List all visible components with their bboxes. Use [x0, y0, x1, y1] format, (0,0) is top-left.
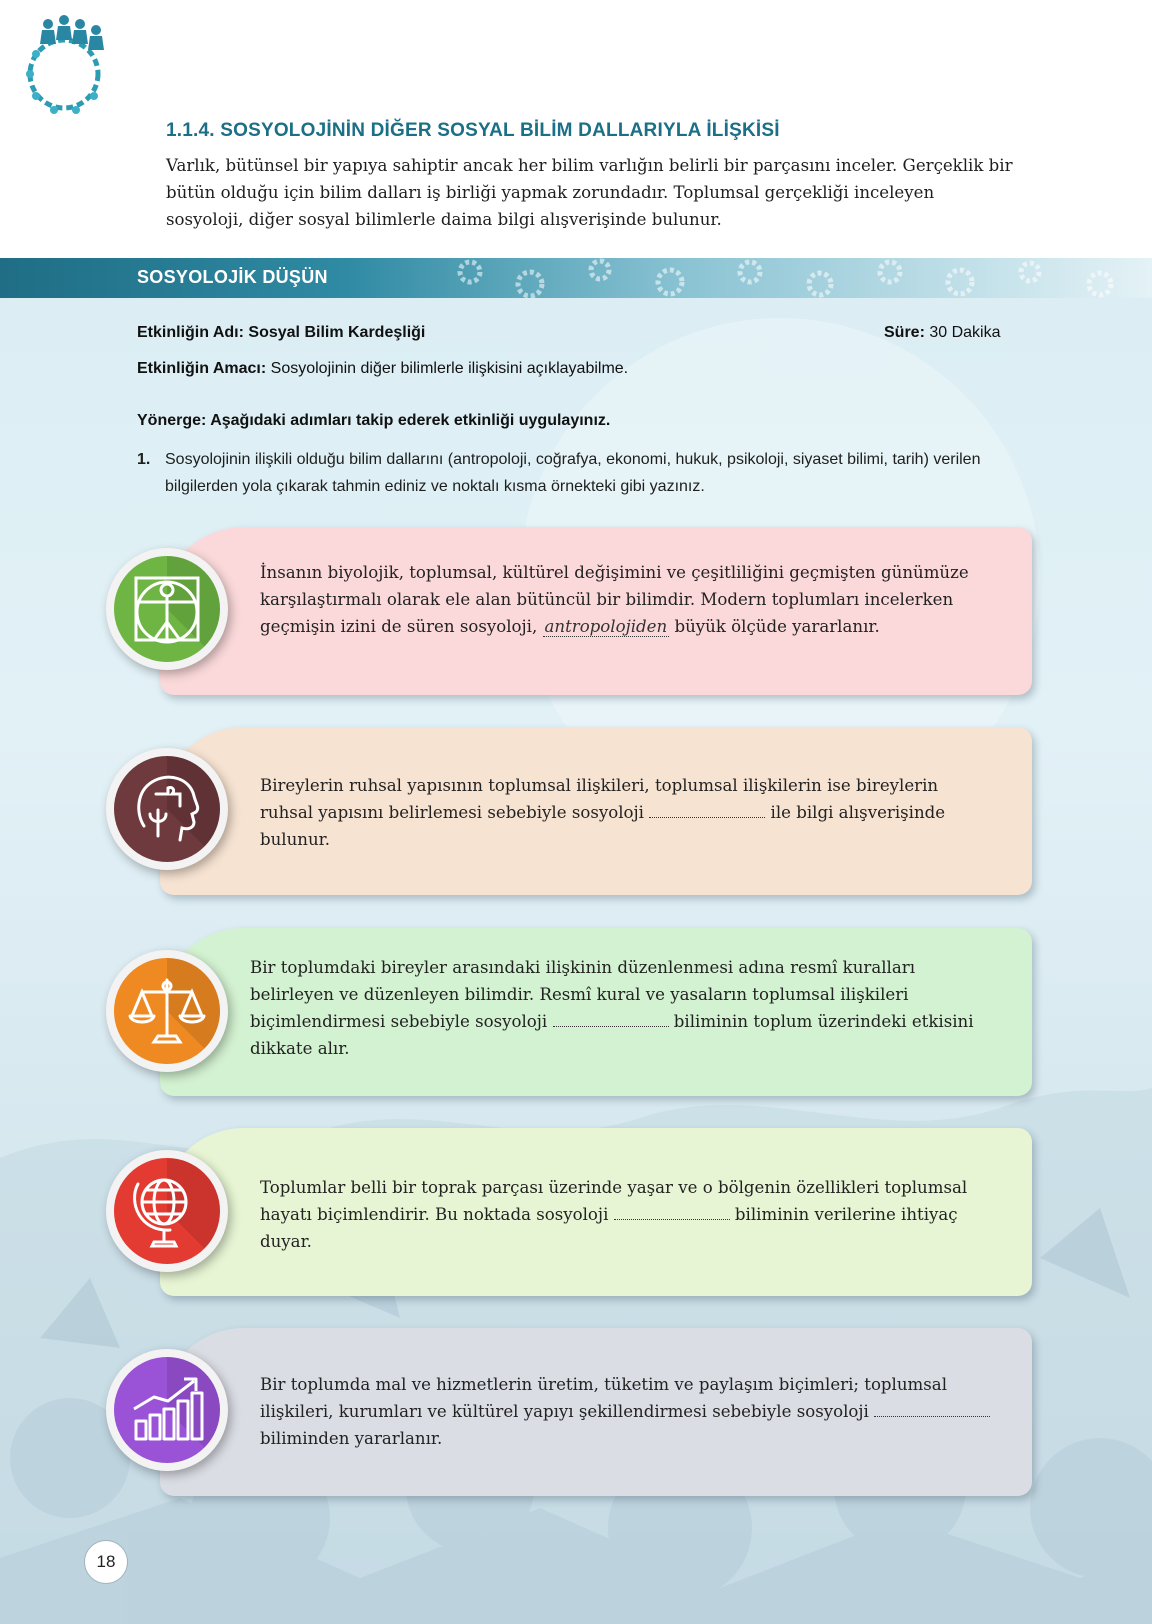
card-text-after: biliminin toplum üzerindeki etkisini dikkate alır. — [250, 1012, 974, 1058]
vitruvian-man-icon — [114, 556, 220, 662]
page-number: 18 — [84, 1540, 128, 1584]
card-text-before: Bireylerin ruhsal yapısının toplumsal ilişkileri, toplumsal ilişkilerin ise bireylerin ruhsal yapısını belirlemesi sebebiyle sosyoloji — [260, 776, 939, 822]
banner-title: SOSYOLOJİK DÜŞÜN — [137, 267, 328, 287]
activity-banner — [0, 258, 1152, 298]
badge-anthropology — [106, 548, 228, 670]
card-text — [260, 1371, 995, 1452]
badge-law — [106, 950, 228, 1072]
activity-aim — [137, 360, 628, 378]
answer-blank[interactable] — [874, 1402, 990, 1417]
card-economics — [160, 1328, 1032, 1496]
answer-blank[interactable] — [553, 1012, 669, 1027]
gears-decoration-icon — [430, 258, 1152, 298]
people-circle-logo-icon — [18, 14, 110, 120]
step-item — [137, 446, 1037, 500]
growth-chart-icon — [114, 1357, 220, 1463]
activity-name — [137, 324, 425, 342]
card-text-after: biliminden yararlanır. — [260, 1429, 443, 1448]
step-text: Sosyolojinin ilişkili olduğu bilim dallarını (antropoloji, coğrafya, ekonomi, hukuk, psikoloji, siyaset bilimi, tarih) verilen bilgilerden yola çıkarak tahmin ediniz ve noktalı kısma örnekteki gibi yazınız. — [165, 451, 981, 495]
activity-duration — [884, 324, 1001, 342]
card-text-before: Toplumlar belli bir toprak parçası üzerinde yaşar ve o bölgenin özellikleri toplumsal hayatı biçimlendirir. Bu noktada sosyoloji — [260, 1178, 968, 1224]
aim-label: Etkinliğin Amacı: — [137, 360, 267, 377]
card-text-before: Bir toplumda mal ve hizmetlerin üretim, tüketim ve paylaşım biçimleri; toplumsal ilişkileri, kurumları ve kültürel yapıyı şekillendirmesi sebebiyle sosyoloji — [260, 1375, 948, 1421]
duration-label: Süre: — [884, 324, 925, 341]
card-geography — [160, 1128, 1032, 1296]
globe-icon — [114, 1158, 220, 1264]
card-psychology — [160, 727, 1032, 895]
activity-name-value: Sosyal Bilim Kardeşliği — [248, 324, 426, 341]
card-text-after: büyük ölçüde yararlanır. — [669, 617, 880, 636]
section-heading: 1.1.4. SOSYOLOJİNİN DİĞER SOSYAL BİLİM DALLARIYLA İLİŞKİSİ — [166, 120, 780, 141]
head-puzzle-psi-icon — [114, 756, 220, 862]
card-text — [250, 954, 985, 1062]
aim-value: Sosyolojinin diğer bilimlerle ilişkisini açıklayabilme. — [270, 360, 629, 377]
scales-of-justice-icon — [114, 958, 220, 1064]
card-law — [160, 928, 1032, 1096]
answer-blank[interactable] — [649, 803, 765, 818]
badge-economics — [106, 1349, 228, 1471]
badge-geography — [106, 1150, 228, 1272]
intro-paragraph: Varlık, bütünsel bir yapıya sahiptir ancak her bilim varlığın belirli bir parçasını inceler. Gerçeklik bir bütün olduğu için bilim dalları iş birliği yapmak zorundadır. Toplumsal gerçekliği inceleyen sosyoloji, diğer sosyal bilimlerle daima bilgi alışverişinde bulunur. — [166, 156, 1013, 229]
activity-name-label: Etkinliğin Adı: — [137, 324, 244, 341]
activity-directive: Yönerge: Aşağıdaki adımları takip ederek etkinliği uygulayınız. — [137, 412, 611, 429]
card-text-before: Bir toplumdaki bireyler arasındaki ilişkinin düzenlenmesi adına resmî kuralları belirleyen ve düzenleyen bilimdir. Resmî kural ve yasaların toplumsal ilişkileri biçimlendirmesi sebebiyle sosyoloji — [250, 958, 915, 1031]
card-text-after: ile bilgi alışverişinde bulunur. — [260, 803, 946, 849]
card-text — [260, 772, 995, 853]
badge-psychology — [106, 748, 228, 870]
duration-value: 30 Dakika — [929, 324, 1001, 341]
card-text-before: İnsanın biyolojik, toplumsal, kültürel değişimini ve çeşitliliğini geçmişten günümüze karşılaştırmalı olarak ele alan bütüncül bir bilimdir. Modern toplumları incelerken geçmişin izini de süren sosyoloji, — [260, 563, 969, 636]
card-text — [260, 1174, 995, 1255]
answer-blank[interactable] — [614, 1205, 730, 1220]
step-number: 1. — [137, 451, 151, 468]
card-anthropology — [160, 527, 1032, 695]
card-text-after: biliminin verilerine ihtiyaç duyar. — [260, 1205, 958, 1251]
card-text — [260, 559, 995, 640]
answer-filled: antropolojiden — [544, 617, 668, 636]
